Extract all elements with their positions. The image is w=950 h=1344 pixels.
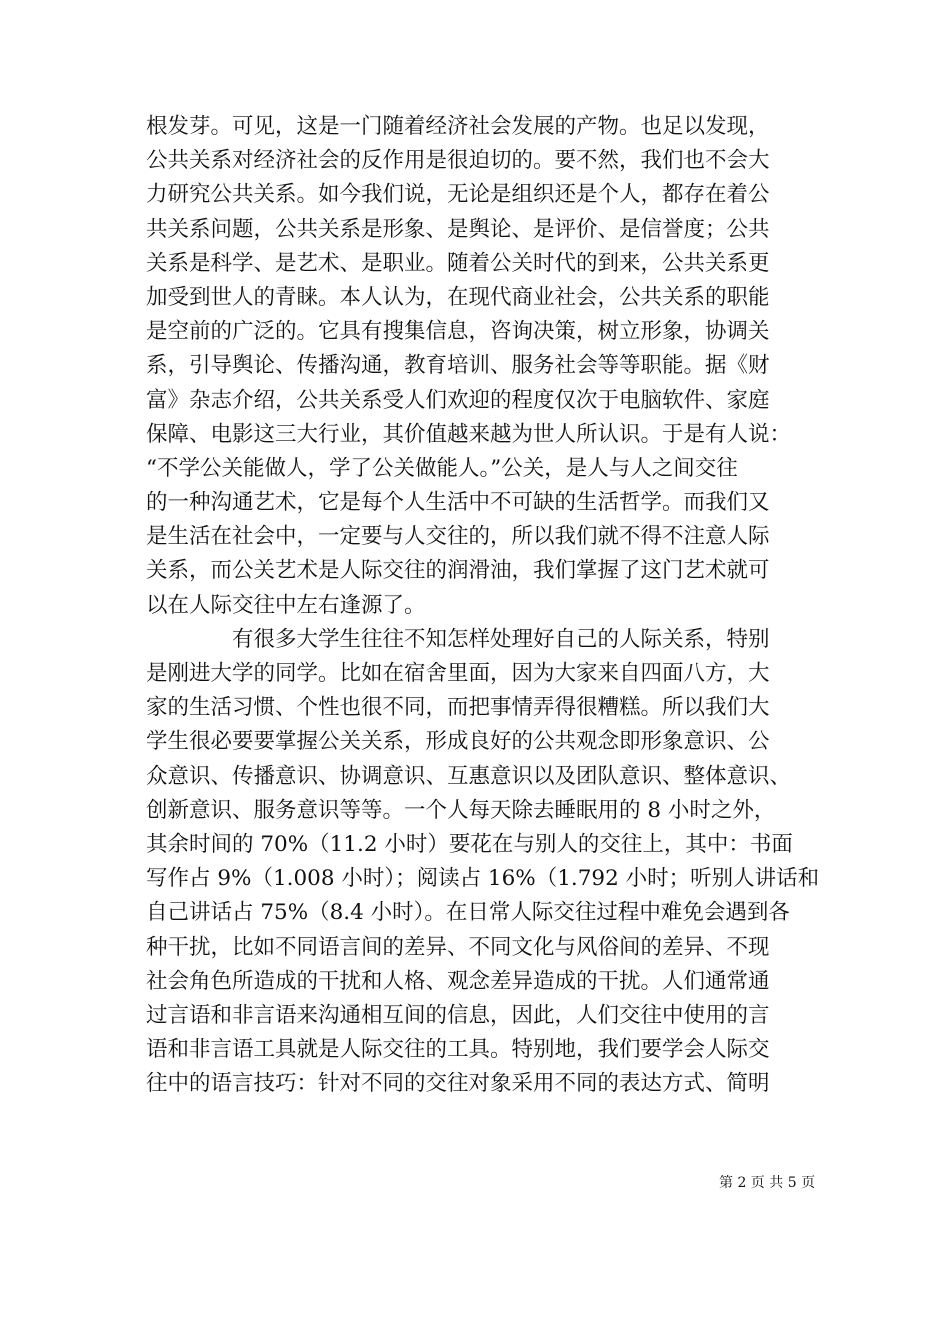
text-line: 众意识、传播意识、协调意识、互惠意识以及团队意识、整体意识、 xyxy=(146,763,792,789)
text-line: 语和非言语工具就是人际交往的工具。特别地，我们要学会人际交 xyxy=(146,1037,770,1063)
paragraph-1 xyxy=(146,110,826,623)
text-line: 家的生活习惯、个性也很不同，而把事情弄得很糟糕。所以我们大 xyxy=(146,695,770,721)
text-line: “不学公关能做人，学了公关做能人。”公关，是人与人之间交往 xyxy=(146,455,738,481)
text-line: 学生很必要要掌握公关关系，形成良好的公共观念即形象意识、公 xyxy=(146,729,770,755)
text-line: 写作占 9%（1.008 小时）；阅读占 16%（1.792 小时；听别人讲话和 xyxy=(146,866,820,892)
text-line: 是生活在社会中，一定要与人交往的，所以我们就不得不注意人际 xyxy=(146,524,770,550)
text-line: 力研究公共关系。如今我们说，无论是组织还是个人，都存在着公 xyxy=(146,182,770,208)
text-line: 种干扰，比如不同语言间的差异、不同文化与风俗间的差异、不现 xyxy=(146,934,770,960)
text-line: 关系，而公关艺术是人际交往的润滑油，我们掌握了这门艺术就可 xyxy=(146,558,770,584)
text-line: 关系是科学、是艺术、是职业。随着公关时代的到来，公共关系更 xyxy=(146,250,770,276)
text-line: 公共关系对经济社会的反作用是很迫切的。要不然，我们也不会大 xyxy=(146,148,770,174)
text-line: 过言语和非言语来沟通相互间的信息，因此，人们交往中使用的言 xyxy=(146,1002,770,1028)
text-line: 有很多大学生往往不知怎样处理好自己的人际关系，特别 xyxy=(232,626,770,652)
text-line: 是空前的广泛的。它具有搜集信息，咨询决策，树立形象，协调关 xyxy=(146,319,770,345)
text-line: 加受到世人的青睐。本人认为，在现代商业社会，公共关系的职能 xyxy=(146,284,770,310)
text-line: 创新意识、服务意识等等。一个人每天除去睡眠用的 8 小时之外， xyxy=(146,797,776,823)
text-line: 的一种沟通艺术，它是每个人生活中不可缺的生活哲学。而我们又 xyxy=(146,490,770,516)
text-line: 以在人际交往中左右逢源了。 xyxy=(146,592,426,618)
text-line: 富》杂志介绍，公共关系受人们欢迎的程度仅次于电脑软件、家庭 xyxy=(146,387,770,413)
body-text xyxy=(146,110,826,1101)
text-line: 社会角色所造成的干扰和人格、观念差异造成的干扰。人们通常通 xyxy=(146,968,770,994)
page-number: 第 2 页 共 5 页 xyxy=(719,1175,816,1191)
text-line: 是刚进大学的同学。比如在宿舍里面，因为大家来自四面八方，大 xyxy=(146,661,770,686)
text-line: 保障、电影这三大行业，其价值越来越为世人所认识。于是有人说： xyxy=(146,421,792,447)
text-line: 共关系问题，公共关系是形象、是舆论、是评价、是信誉度；公共 xyxy=(146,216,770,242)
text-line: 往中的语言技巧：针对不同的交往对象采用不同的表达方式、简明 xyxy=(146,1071,770,1097)
text-line: 根发芽。可见，这是一门随着经济社会发展的产物。也足以发现， xyxy=(146,114,770,139)
text-line: 自己讲话占 75%（8.4 小时）。在日常人际交往过程中难免会遇到各 xyxy=(146,900,790,926)
paragraph-2 xyxy=(146,623,826,1102)
text-line: 系，引导舆论、传播沟通，教育培训、服务社会等等职能。据《财 xyxy=(146,353,770,379)
text-line: 其余时间的 70%（11.2 小时）要花在与别人的交往上，其中：书面 xyxy=(146,831,793,857)
